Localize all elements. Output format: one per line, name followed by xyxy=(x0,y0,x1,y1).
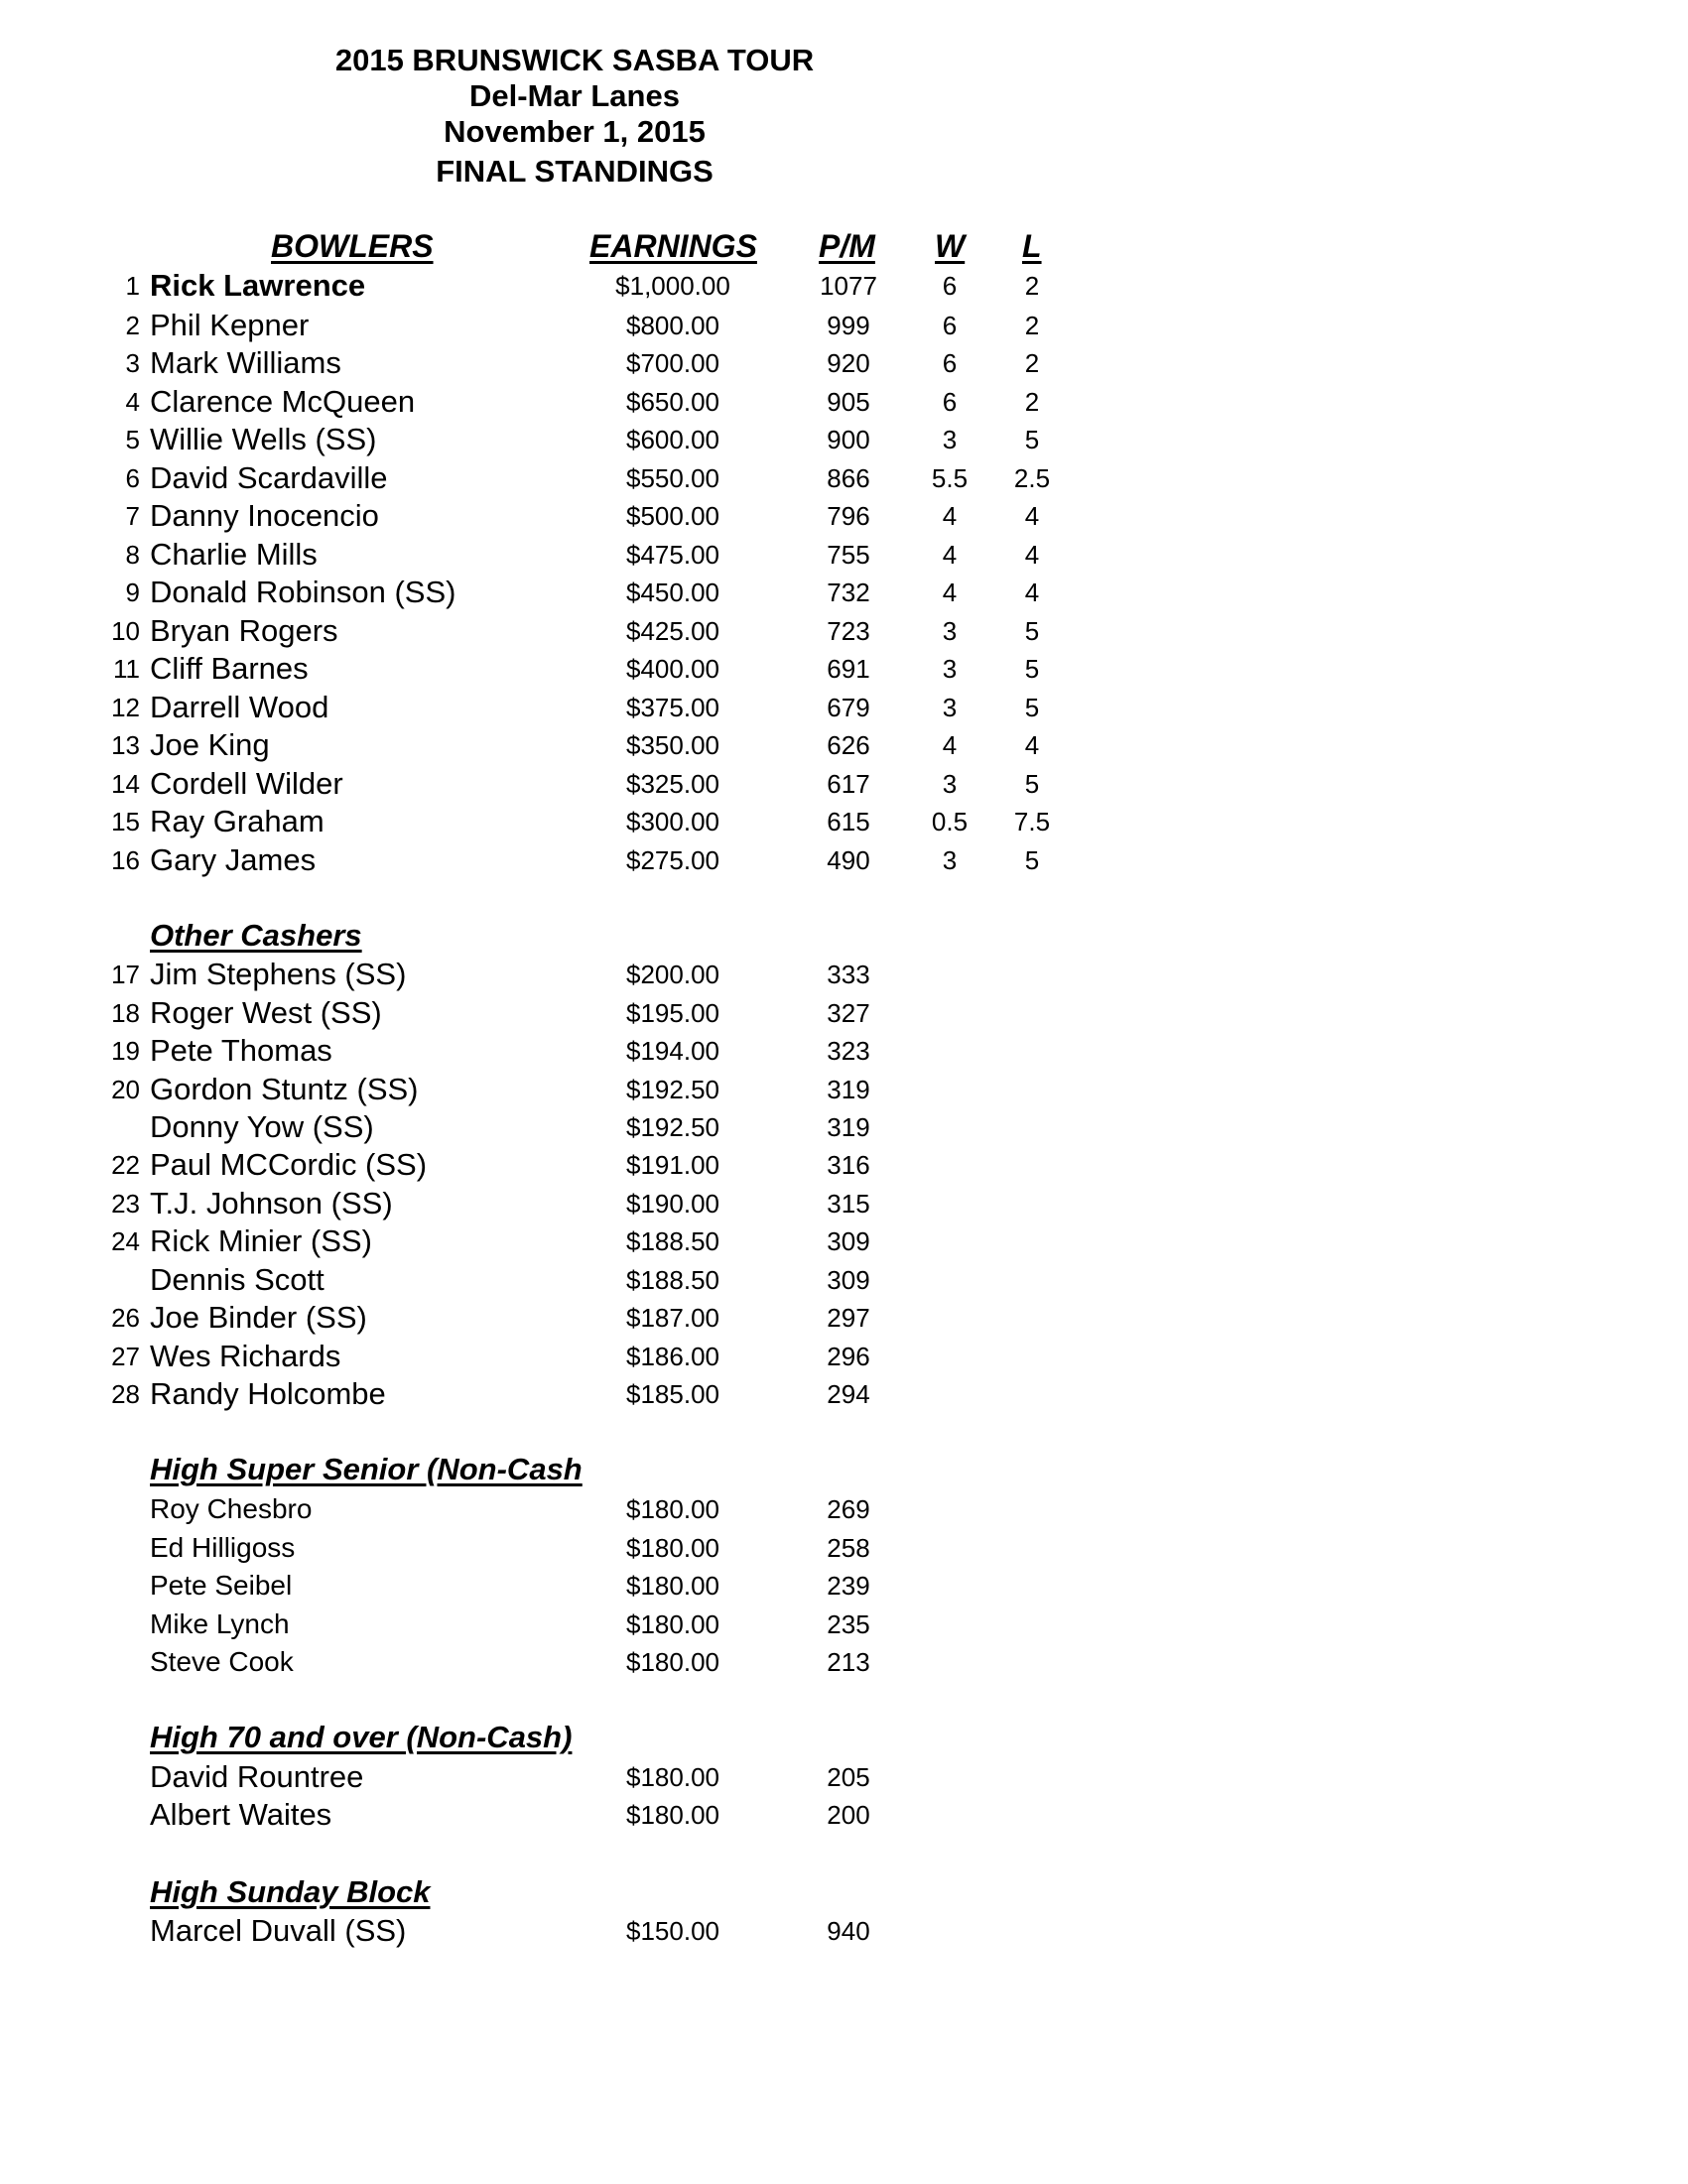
rank: 17 xyxy=(111,960,140,989)
rank: 11 xyxy=(113,654,140,684)
bowler-name: Randy Holcombe xyxy=(150,1376,386,1411)
pinfall-plus-match: 296 xyxy=(827,1342,870,1371)
wins: 3 xyxy=(942,425,958,454)
pinfall-plus-match: 315 xyxy=(827,1189,870,1219)
rank: 27 xyxy=(111,1342,140,1371)
rank: 22 xyxy=(111,1150,140,1180)
earnings: $180.00 xyxy=(626,1571,719,1601)
table-row xyxy=(0,1261,1688,1299)
bowler-name: Gordon Stuntz (SS) xyxy=(150,1072,419,1106)
wins: 6 xyxy=(942,387,958,417)
pinfall-plus-match: 866 xyxy=(827,463,870,493)
bowler-name: Joe Binder (SS) xyxy=(150,1300,367,1335)
bowler-name: Pete Seibel xyxy=(150,1570,293,1601)
rank: 6 xyxy=(125,463,140,493)
pinfall-plus-match: 905 xyxy=(827,387,870,417)
earnings: $150.00 xyxy=(626,1916,719,1946)
earnings: $400.00 xyxy=(626,654,719,684)
table-row xyxy=(0,1375,1688,1413)
losses: 4 xyxy=(1024,540,1040,570)
earnings: $180.00 xyxy=(626,1533,719,1563)
table-row xyxy=(0,536,1688,574)
bowler-name: Rick Minier (SS) xyxy=(150,1223,372,1258)
bowler-name: Mike Lynch xyxy=(150,1608,290,1639)
pinfall-plus-match: 490 xyxy=(827,845,870,875)
pinfall-plus-match: 205 xyxy=(827,1762,870,1792)
rank: 20 xyxy=(111,1075,140,1104)
rank: 28 xyxy=(111,1379,140,1409)
earnings-column-header: EARNINGS xyxy=(589,228,757,264)
bowler-name: Jim Stephens (SS) xyxy=(150,957,407,991)
table-row xyxy=(0,765,1688,803)
table-row xyxy=(0,344,1688,382)
pinfall-plus-match: 323 xyxy=(827,1036,870,1066)
rank: 5 xyxy=(125,425,140,454)
losses-column-header: L xyxy=(1022,228,1042,264)
rank: 3 xyxy=(125,348,140,378)
table-row xyxy=(0,612,1688,650)
earnings: $450.00 xyxy=(626,578,719,607)
table-row xyxy=(0,1146,1688,1184)
rank: 24 xyxy=(111,1226,140,1256)
bowler-name: Dennis Scott xyxy=(150,1262,325,1297)
wins: 6 xyxy=(942,348,958,378)
rank: 13 xyxy=(111,730,140,760)
pinfall-plus-match: 723 xyxy=(827,616,870,646)
table-row xyxy=(0,841,1688,879)
rank: 1 xyxy=(125,271,140,301)
earnings: $500.00 xyxy=(626,501,719,531)
rank: 9 xyxy=(125,578,140,607)
earnings: $600.00 xyxy=(626,425,719,454)
pinfall-plus-match: 213 xyxy=(827,1647,870,1677)
table-row xyxy=(0,267,1688,305)
table-row xyxy=(0,1071,1688,1108)
pinfall-plus-match: 269 xyxy=(827,1494,870,1524)
earnings: $188.50 xyxy=(626,1265,719,1295)
wins: 0.5 xyxy=(931,807,969,836)
earnings: $186.00 xyxy=(626,1342,719,1371)
bowlers-column-header: BOWLERS xyxy=(271,228,434,264)
pinfall-plus-match: 297 xyxy=(827,1303,870,1333)
bowler-name: Steve Cook xyxy=(150,1646,294,1677)
pinfall-plus-match: 294 xyxy=(827,1379,870,1409)
bowler-name: Bryan Rogers xyxy=(150,613,338,648)
earnings: $375.00 xyxy=(626,693,719,722)
bowler-name: Marcel Duvall (SS) xyxy=(150,1913,407,1948)
wins: 3 xyxy=(942,654,958,684)
table-row xyxy=(0,1643,1688,1681)
table-row xyxy=(0,1032,1688,1070)
pinfall-plus-match: 200 xyxy=(827,1800,870,1830)
rank: 19 xyxy=(111,1036,140,1066)
sunday-block-heading: High Sunday Block xyxy=(150,1874,431,1909)
earnings: $800.00 xyxy=(626,311,719,340)
losses: 5 xyxy=(1024,769,1040,799)
pinfall-plus-match: 999 xyxy=(827,311,870,340)
rank: 18 xyxy=(111,998,140,1028)
earnings: $180.00 xyxy=(626,1609,719,1639)
rank: 14 xyxy=(111,769,140,799)
other-cashers-heading: Other Cashers xyxy=(150,918,362,953)
bowler-name: Wes Richards xyxy=(150,1339,341,1373)
rank: 10 xyxy=(111,616,140,646)
pinfall-plus-match: 319 xyxy=(827,1075,870,1104)
table-row xyxy=(0,689,1688,726)
bowler-name: Gary James xyxy=(150,842,317,877)
pinfall-plus-match: 239 xyxy=(827,1571,870,1601)
pinfall-plus-match: 679 xyxy=(827,693,870,722)
pinfall-plus-match: 691 xyxy=(827,654,870,684)
bowler-name: Cordell Wilder xyxy=(150,766,343,801)
bowler-name: David Scardaville xyxy=(150,460,388,495)
wins: 3 xyxy=(942,693,958,722)
table-row xyxy=(0,1567,1688,1605)
pinfall-plus-match: 258 xyxy=(827,1533,870,1563)
table-row xyxy=(0,1108,1688,1146)
table-row xyxy=(0,307,1688,344)
bowler-name: Donald Robinson (SS) xyxy=(150,575,456,609)
earnings: $195.00 xyxy=(626,998,719,1028)
pinfall-plus-match: 333 xyxy=(827,960,870,989)
pinfall-plus-match: 1077 xyxy=(820,271,877,301)
earnings: $180.00 xyxy=(626,1494,719,1524)
rank: 23 xyxy=(111,1189,140,1219)
earnings: $191.00 xyxy=(626,1150,719,1180)
table-row xyxy=(0,1338,1688,1375)
table-row xyxy=(0,956,1688,993)
pinfall-plus-match: 796 xyxy=(827,501,870,531)
losses: 2 xyxy=(1024,348,1040,378)
pinfall-plus-match: 615 xyxy=(827,807,870,836)
wins: 4 xyxy=(942,578,958,607)
wins-column-header: W xyxy=(935,228,966,264)
bowler-name: Roger West (SS) xyxy=(150,995,382,1030)
rank: 16 xyxy=(111,845,140,875)
bowler-name: T.J. Johnson (SS) xyxy=(150,1186,393,1220)
earnings: $1,000.00 xyxy=(615,271,730,301)
pinfall-plus-match: 309 xyxy=(827,1265,870,1295)
pinfall-plus-match: 755 xyxy=(827,540,870,570)
earnings: $325.00 xyxy=(626,769,719,799)
earnings: $180.00 xyxy=(626,1762,719,1792)
bowler-name: Albert Waites xyxy=(150,1797,332,1832)
bowler-name: Joe King xyxy=(150,727,270,762)
pinfall-plus-match: 940 xyxy=(827,1916,870,1946)
losses: 7.5 xyxy=(1013,807,1051,836)
earnings: $425.00 xyxy=(626,616,719,646)
bowler-name: Willie Wells (SS) xyxy=(150,422,377,456)
losses: 5 xyxy=(1024,616,1040,646)
earnings: $275.00 xyxy=(626,845,719,875)
losses: 2.5 xyxy=(1013,463,1051,493)
losses: 5 xyxy=(1024,425,1040,454)
table-row xyxy=(0,1796,1688,1834)
pinfall-plus-match: 900 xyxy=(827,425,870,454)
bowler-name: Danny Inocencio xyxy=(150,498,379,533)
rank: 7 xyxy=(125,501,140,531)
earnings: $185.00 xyxy=(626,1379,719,1409)
bowler-name: Roy Chesbro xyxy=(150,1493,313,1524)
rank: 12 xyxy=(111,693,140,722)
bowler-name: Paul MCCordic (SS) xyxy=(150,1147,428,1182)
bowler-name: Donny Yow (SS) xyxy=(150,1109,374,1144)
table-row xyxy=(0,1912,1688,1950)
table-row xyxy=(0,1490,1688,1528)
bowler-name: Mark Williams xyxy=(150,345,341,380)
wins: 6 xyxy=(942,271,958,301)
rank: 2 xyxy=(125,311,140,340)
earnings: $200.00 xyxy=(626,960,719,989)
earnings: $187.00 xyxy=(626,1303,719,1333)
earnings: $188.50 xyxy=(626,1226,719,1256)
bowler-name: Darrell Wood xyxy=(150,690,329,724)
table-row xyxy=(0,1222,1688,1260)
earnings: $475.00 xyxy=(626,540,719,570)
bowler-name: Ray Graham xyxy=(150,804,325,838)
pinfall-plus-match: 617 xyxy=(827,769,870,799)
wins: 3 xyxy=(942,845,958,875)
wins: 4 xyxy=(942,501,958,531)
pinfall-plus-match: 319 xyxy=(827,1112,870,1142)
earnings: $192.50 xyxy=(626,1075,719,1104)
losses: 5 xyxy=(1024,693,1040,722)
table-row xyxy=(0,459,1688,497)
wins: 6 xyxy=(942,311,958,340)
losses: 2 xyxy=(1024,387,1040,417)
rank: 26 xyxy=(111,1303,140,1333)
pinfall-plus-match: 316 xyxy=(827,1150,870,1180)
table-row xyxy=(0,1758,1688,1796)
earnings: $180.00 xyxy=(626,1800,719,1830)
pinfall-plus-match: 920 xyxy=(827,348,870,378)
table-row xyxy=(0,1299,1688,1337)
earnings: $350.00 xyxy=(626,730,719,760)
pinfall-plus-match: 626 xyxy=(827,730,870,760)
pm-column-header: P/M xyxy=(819,228,875,264)
wins: 3 xyxy=(942,769,958,799)
bowler-name: Phil Kepner xyxy=(150,308,310,342)
seventy-over-heading: High 70 and over (Non-Cash) xyxy=(150,1720,573,1754)
earnings: $550.00 xyxy=(626,463,719,493)
pinfall-plus-match: 327 xyxy=(827,998,870,1028)
wins: 3 xyxy=(942,616,958,646)
earnings: $192.50 xyxy=(626,1112,719,1142)
losses: 4 xyxy=(1024,730,1040,760)
earnings: $700.00 xyxy=(626,348,719,378)
table-row xyxy=(0,803,1688,840)
bowler-name: David Rountree xyxy=(150,1759,364,1794)
table-row xyxy=(0,650,1688,688)
losses: 5 xyxy=(1024,654,1040,684)
earnings: $180.00 xyxy=(626,1647,719,1677)
bowler-name: Ed Hilligoss xyxy=(150,1532,296,1563)
table-row xyxy=(0,1606,1688,1643)
wins: 5.5 xyxy=(931,463,969,493)
losses: 2 xyxy=(1024,271,1040,301)
table-row xyxy=(0,383,1688,421)
losses: 5 xyxy=(1024,845,1040,875)
rank: 4 xyxy=(125,387,140,417)
super-senior-heading: High Super Senior (Non-Cash xyxy=(150,1452,583,1486)
table-row xyxy=(0,726,1688,764)
losses: 2 xyxy=(1024,311,1040,340)
pinfall-plus-match: 309 xyxy=(827,1226,870,1256)
table-row xyxy=(0,421,1688,458)
wins: 4 xyxy=(942,730,958,760)
bowler-name: Charlie Mills xyxy=(150,537,318,572)
table-row xyxy=(0,1529,1688,1567)
bowler-name: Cliff Barnes xyxy=(150,651,309,686)
bowler-name: Clarence McQueen xyxy=(150,384,416,419)
bowler-name: Pete Thomas xyxy=(150,1033,332,1068)
pinfall-plus-match: 732 xyxy=(827,578,870,607)
rank: 15 xyxy=(111,807,140,836)
earnings: $300.00 xyxy=(626,807,719,836)
table-row xyxy=(0,497,1688,535)
losses: 4 xyxy=(1024,578,1040,607)
pinfall-plus-match: 235 xyxy=(827,1609,870,1639)
earnings: $194.00 xyxy=(626,1036,719,1066)
bowler-name: Rick Lawrence xyxy=(150,268,366,303)
wins: 4 xyxy=(942,540,958,570)
losses: 4 xyxy=(1024,501,1040,531)
table-row xyxy=(0,994,1688,1032)
table-row xyxy=(0,1185,1688,1222)
rank: 8 xyxy=(125,540,140,570)
earnings: $190.00 xyxy=(626,1189,719,1219)
table-row xyxy=(0,574,1688,611)
earnings: $650.00 xyxy=(626,387,719,417)
